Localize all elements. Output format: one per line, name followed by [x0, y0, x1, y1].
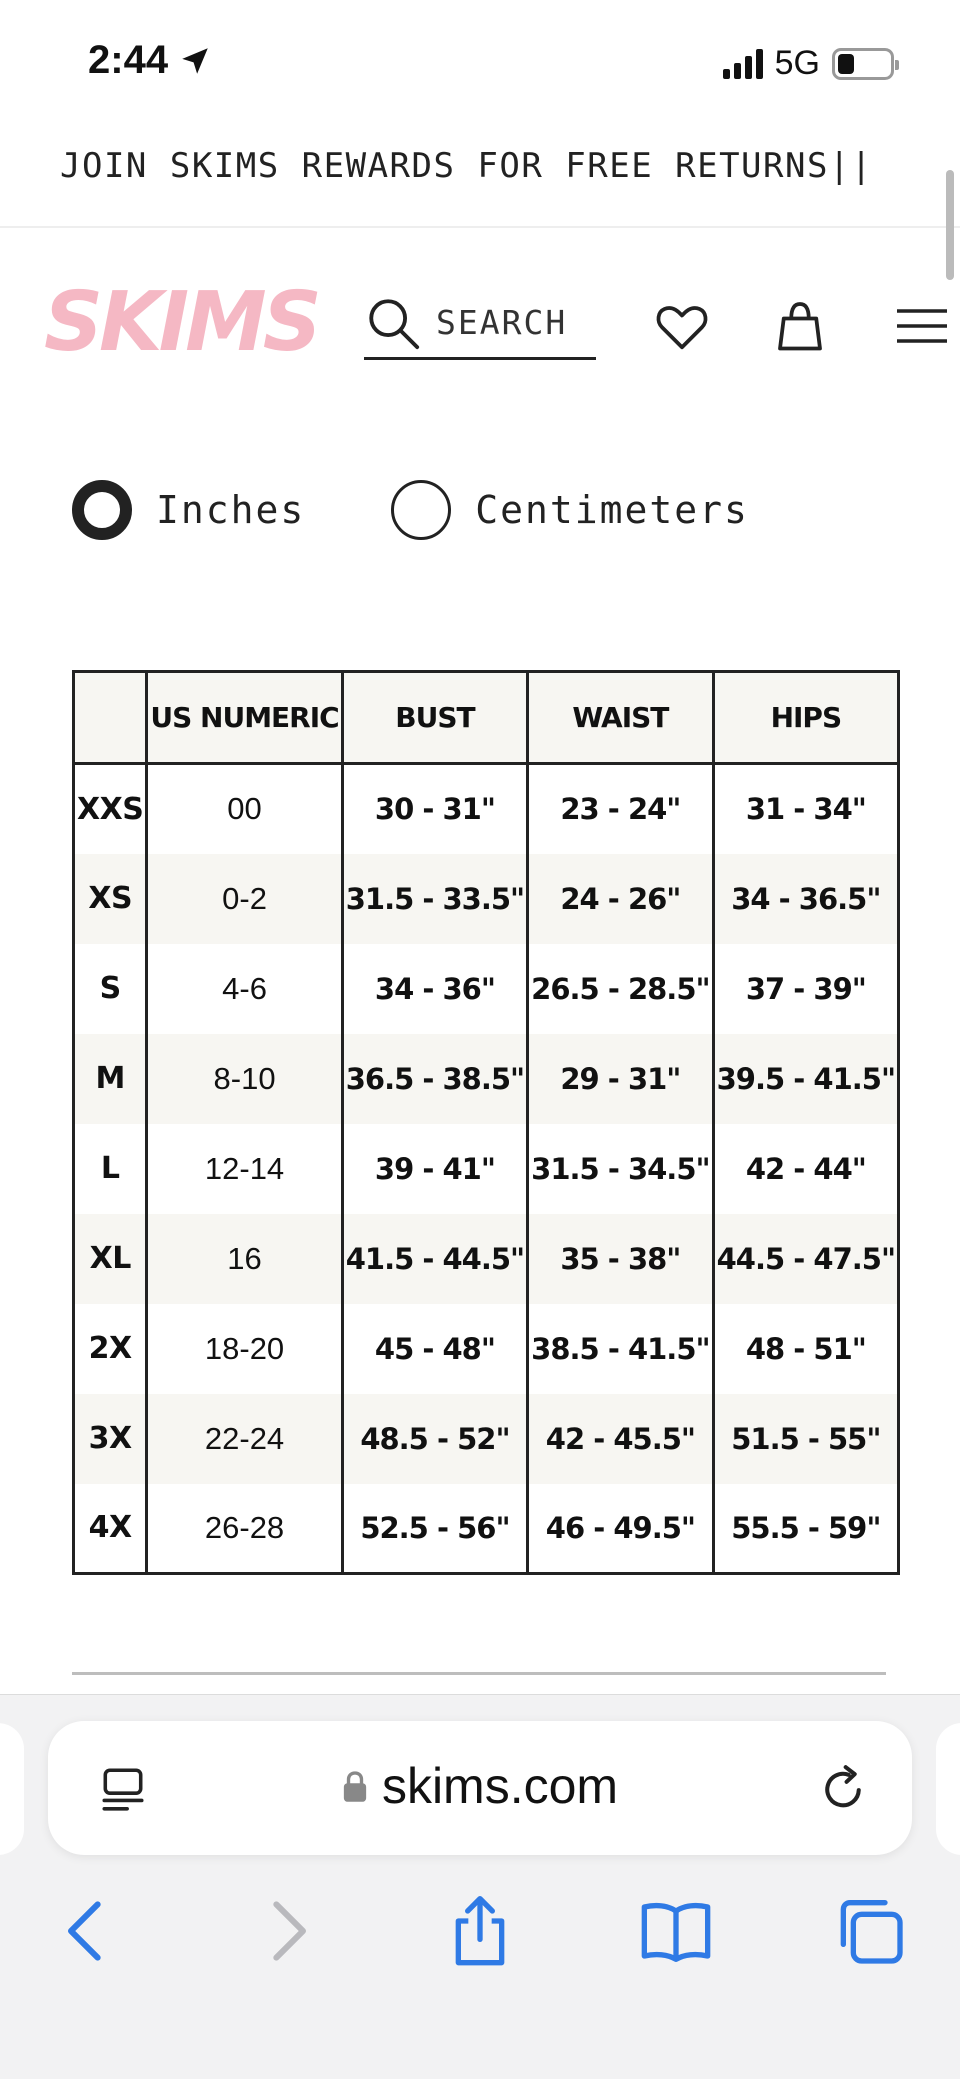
- waist-cell: 42 - 45.5": [528, 1394, 713, 1484]
- waist-cell: 38.5 - 41.5": [528, 1304, 713, 1394]
- radio-centimeters[interactable]: [391, 480, 451, 540]
- table-row: [74, 764, 899, 854]
- hamburger-menu-icon[interactable]: [892, 296, 952, 356]
- table-header-row: [74, 672, 899, 764]
- table-row: [74, 1214, 899, 1304]
- us-numeric-cell: 8-10: [147, 1034, 342, 1124]
- bust-cell: 31.5 - 33.5": [342, 854, 527, 944]
- status-time-group: [88, 38, 212, 83]
- previous-tab-preview[interactable]: [0, 1723, 24, 1855]
- location-arrow-icon: [178, 44, 212, 78]
- hips-cell: 42 - 44": [713, 1124, 898, 1214]
- unit-option-centimeters[interactable]: [391, 480, 749, 540]
- table-row: [74, 854, 899, 944]
- bust-cell: 52.5 - 56": [342, 1484, 527, 1574]
- header-us-numeric: US NUMERIC: [147, 672, 342, 764]
- tabs-icon[interactable]: [830, 1891, 910, 1971]
- announcement-bar[interactable]: [0, 128, 960, 228]
- next-tab-preview[interactable]: [936, 1723, 960, 1855]
- waist-cell: 29 - 31": [528, 1034, 713, 1124]
- waist-cell: 26.5 - 28.5": [528, 944, 713, 1034]
- bust-cell: 41.5 - 44.5": [342, 1214, 527, 1304]
- browser-toolbar: [0, 1694, 960, 2079]
- search-label: SEARCH: [436, 303, 568, 342]
- network-type: 5G: [774, 44, 820, 82]
- bust-cell: 34 - 36": [342, 944, 527, 1034]
- table-row: [74, 1034, 899, 1124]
- signal-strength-icon: [723, 49, 763, 79]
- table-row: [74, 1484, 899, 1574]
- search-field[interactable]: [364, 288, 596, 360]
- size-cell: 4X: [88, 1510, 132, 1546]
- hips-cell: 39.5 - 41.5": [713, 1034, 898, 1124]
- section-divider: [72, 1672, 886, 1675]
- bust-cell: 45 - 48": [342, 1304, 527, 1394]
- book-icon[interactable]: [636, 1891, 716, 1971]
- table-row: [74, 944, 899, 1034]
- status-bar: [0, 0, 960, 120]
- us-numeric-cell: 22-24: [147, 1394, 342, 1484]
- us-numeric-cell: 12-14: [147, 1124, 342, 1214]
- unit-toggle: [72, 480, 835, 540]
- address-bar[interactable]: [48, 1721, 912, 1855]
- search-icon: [364, 294, 422, 352]
- status-indicators: [723, 44, 894, 83]
- size-chart-table: [72, 670, 900, 1575]
- header-hips: HIPS: [713, 672, 898, 764]
- bust-cell: 48.5 - 52": [342, 1394, 527, 1484]
- waist-cell: 23 - 24": [528, 764, 713, 854]
- unit-option-inches[interactable]: [72, 480, 305, 540]
- header-size: [74, 672, 147, 764]
- chevron-right-icon[interactable]: [248, 1891, 328, 1971]
- hips-cell: 51.5 - 55": [713, 1394, 898, 1484]
- heart-icon[interactable]: [652, 296, 712, 356]
- unit-label-centimeters[interactable]: Centimeters: [475, 488, 749, 532]
- safari-nav-toolbar: [0, 1885, 960, 1985]
- skims-logo[interactable]: [40, 280, 330, 360]
- share-icon[interactable]: [440, 1891, 520, 1971]
- header-bust: BUST: [342, 672, 527, 764]
- size-cell: M: [74, 1034, 147, 1124]
- hips-cell: 34 - 36.5": [713, 854, 898, 944]
- hips-cell: 48 - 51": [713, 1304, 898, 1394]
- url-display[interactable]: [48, 1757, 912, 1815]
- size-cell: S: [99, 971, 121, 1006]
- site-header: [0, 240, 960, 400]
- bust-cell: 36.5 - 38.5": [342, 1034, 527, 1124]
- hips-cell: 44.5 - 47.5": [713, 1214, 898, 1304]
- announcement-text[interactable]: JOIN SKIMS REWARDS FOR FREE RETURNS||: [60, 146, 873, 186]
- bust-cell: 39 - 41": [342, 1124, 527, 1214]
- size-cell: XL: [74, 1214, 147, 1304]
- waist-cell: 35 - 38": [528, 1214, 713, 1304]
- hips-cell: 55.5 - 59": [713, 1484, 898, 1574]
- hips-cell: 31 - 34": [713, 764, 898, 854]
- size-cell: XS: [74, 854, 147, 944]
- bust-cell: 30 - 31": [342, 764, 527, 854]
- us-numeric-cell: 0-2: [147, 854, 342, 944]
- us-numeric-cell: 18-20: [147, 1304, 342, 1394]
- waist-cell: 24 - 26": [528, 854, 713, 944]
- table-row: [74, 1124, 899, 1214]
- lock-icon: [342, 1769, 368, 1803]
- unit-label-inches[interactable]: Inches: [156, 488, 306, 532]
- reload-icon[interactable]: [816, 1761, 870, 1817]
- us-numeric-cell: 16: [147, 1214, 342, 1304]
- url-text[interactable]: skims.com: [381, 1758, 619, 1814]
- table-row: [74, 1304, 899, 1394]
- size-cell: 3X: [74, 1394, 147, 1484]
- table-row: [74, 1394, 899, 1484]
- radio-inches[interactable]: [72, 480, 132, 540]
- shopping-bag-icon[interactable]: [770, 296, 830, 356]
- us-numeric-cell: 26-28: [147, 1484, 342, 1574]
- header-waist: WAIST: [528, 672, 713, 764]
- us-numeric-cell: 00: [147, 764, 342, 854]
- waist-cell: 46 - 49.5": [528, 1484, 713, 1574]
- us-numeric-cell: 4-6: [147, 944, 342, 1034]
- status-time: 2:44: [88, 38, 169, 82]
- hips-cell: 37 - 39": [713, 944, 898, 1034]
- waist-cell: 31.5 - 34.5": [528, 1124, 713, 1214]
- battery-icon: [832, 48, 894, 80]
- size-cell: XXS: [77, 791, 144, 827]
- svg-text:SKIMS: SKIMS: [44, 280, 318, 360]
- chevron-left-icon[interactable]: [46, 1891, 126, 1971]
- size-cell: L: [100, 1151, 120, 1186]
- size-cell: 2X: [88, 1331, 132, 1366]
